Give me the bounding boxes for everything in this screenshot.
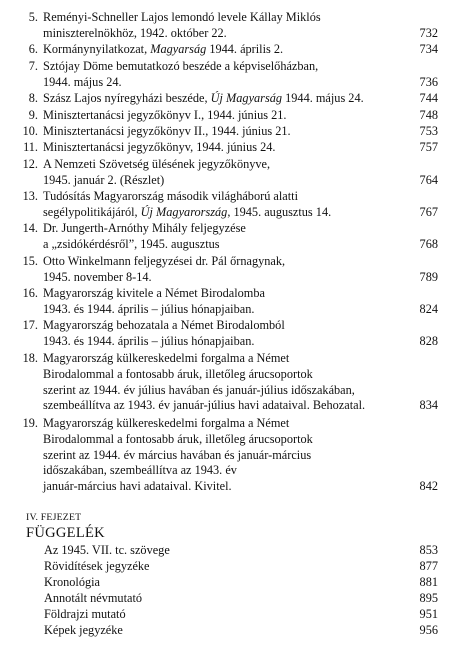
toc-entry-title-line: szerint az 1944. év március havában és január-március bbox=[43, 447, 312, 462]
toc-entry-title-line: időszakában, szembeállítva az 1943. év bbox=[43, 463, 237, 478]
toc-entry-number: 17. bbox=[22, 318, 38, 332]
toc-entry-title bbox=[43, 124, 413, 140]
appendix-entry-page-number: 956 bbox=[419, 623, 438, 637]
toc-entry-page-number: 736 bbox=[419, 74, 438, 89]
toc-entry-title-line: Minisztertanácsi jegyzőkönyv, 1944. június 24. bbox=[43, 140, 276, 154]
toc-entry-page-number: 828 bbox=[419, 333, 438, 348]
toc-entry-title-line: szembeállítva az 1943. év január-július havi adataival. Behozatal. bbox=[43, 398, 366, 413]
toc-entry-page-number: 748 bbox=[419, 108, 438, 122]
toc-entry-title-line: Birodalommal a fontosabb áruk, illetőleg árucsoportok bbox=[43, 431, 313, 446]
appendix-entry-page-number: 853 bbox=[419, 543, 438, 557]
toc-entry-title-line: Otto Winkelmann feljegyzései dr. Pál őrnagynak, bbox=[43, 254, 286, 268]
toc-entry-number: 7. bbox=[28, 59, 38, 73]
toc-entry-title-line: Birodalommal a fontosabb áruk, illetőleg árucsoportok bbox=[43, 366, 313, 381]
appendix-entry-label: Rövidítések jegyzéke bbox=[44, 559, 150, 573]
toc-entry-page-number: 744 bbox=[419, 91, 438, 105]
appendix-title: FÜGGELÉK bbox=[26, 525, 105, 541]
toc-entry-number: 11. bbox=[23, 140, 38, 154]
toc-entry-number: 8. bbox=[28, 91, 38, 105]
toc-entry-title bbox=[43, 286, 413, 318]
toc-entry-title-line: Minisztertanácsi jegyzőkönyv I., 1944. június 21. bbox=[43, 108, 287, 122]
toc-entry-number: 16. bbox=[22, 286, 38, 300]
toc-entry-title bbox=[43, 108, 413, 124]
toc-entry-title-line: Tudósítás Magyarország második világháború alatti bbox=[43, 189, 299, 203]
toc-entry-title bbox=[43, 189, 413, 221]
toc-entry-title-line: 1945. november 8-14. bbox=[43, 269, 152, 284]
appendix-entry-label: Kronológia bbox=[44, 575, 101, 589]
toc-entry-number: 10. bbox=[22, 124, 38, 138]
toc-entry-title-line: a „zsidókérdésről”, 1945. augusztus bbox=[43, 236, 220, 251]
toc-entry-number: 13. bbox=[22, 189, 38, 203]
toc-entry-number: 12. bbox=[22, 157, 38, 171]
toc-entry-title bbox=[43, 42, 413, 58]
toc-entry-number: 14. bbox=[22, 221, 38, 235]
toc-entry-page-number: 734 bbox=[419, 42, 438, 56]
toc-entry-page-number: 767 bbox=[419, 204, 438, 219]
toc-entry-page-number: 757 bbox=[419, 140, 438, 154]
toc-entry-number: 6. bbox=[28, 42, 38, 56]
appendix-entry-page-number: 951 bbox=[419, 607, 438, 621]
toc-entry-title bbox=[43, 91, 413, 107]
toc-entry-number: 15. bbox=[22, 254, 38, 268]
toc-entry-title-line: Szász Lajos nyíregyházi beszéde, Új Magyarság 1944. május 24. bbox=[43, 91, 364, 105]
toc-entry-title bbox=[43, 157, 413, 189]
toc-entry-title bbox=[43, 318, 413, 350]
toc-entry-number: 9. bbox=[28, 108, 38, 122]
toc-entry-title-line: Magyarország behozatala a Német Birodalomból bbox=[43, 318, 285, 332]
toc-entry-page-number: 842 bbox=[419, 479, 438, 494]
toc-entry-title bbox=[43, 351, 413, 414]
toc-entry-page-number: 768 bbox=[419, 236, 438, 251]
toc-entry-title-line: 1943. és 1944. április – július hónapjaiban. bbox=[43, 301, 255, 316]
toc-entry-title bbox=[43, 416, 413, 495]
toc-entry-title-line: szerint az 1944. év július havában és január-július időszakában, bbox=[43, 382, 355, 397]
toc-entry-title-line: Reményi-Schneller Lajos lemondó levele Kállay Miklós bbox=[43, 10, 321, 24]
toc-entry-page-number: 753 bbox=[419, 124, 438, 138]
toc-entry-title-line: Magyarország külkereskedelmi forgalma a Német bbox=[43, 351, 290, 365]
appendix-entry-page-number: 895 bbox=[419, 591, 438, 605]
toc-entry-title-line: Magyarország kivitele a Német Birodalomba bbox=[43, 286, 265, 300]
toc-entry-page-number: 732 bbox=[419, 25, 438, 40]
toc-entry-title-line: 1945. január 2. (Részlet) bbox=[43, 172, 165, 187]
toc-entry-number: 5. bbox=[28, 10, 38, 24]
toc-entry-title-line: miniszterelnökhöz, 1942. október 22. bbox=[43, 25, 227, 40]
toc-entry-title-line: Sztójay Döme bemutatkozó beszéde a képviselőházban, bbox=[43, 59, 319, 73]
appendix-entry-label: Földrajzi mutató bbox=[44, 607, 126, 621]
toc-entry-title bbox=[43, 140, 413, 156]
toc-entry-page-number: 764 bbox=[419, 172, 438, 187]
toc-entry-title-line: Kormánynyilatkozat, Magyarság 1944. április 2. bbox=[43, 42, 284, 56]
toc-entry-title-line: január-március havi adataival. Kivitel. bbox=[43, 479, 232, 494]
toc-entry-number: 18. bbox=[22, 351, 38, 365]
toc-entry-title-line: 1944. május 24. bbox=[43, 74, 122, 89]
appendix-entry-label: Annotált névmutató bbox=[44, 591, 143, 605]
toc-entry-title-line: A Nemzeti Szövetség ülésének jegyzőkönyve, bbox=[43, 157, 271, 171]
toc-entry-title-line: Minisztertanácsi jegyzőkönyv II., 1944. június 21. bbox=[43, 124, 291, 138]
toc-entry-number: 19. bbox=[22, 416, 38, 430]
toc-entry-title bbox=[43, 59, 413, 91]
toc-entry-title-line: 1943. és 1944. április – július hónapjaiban. bbox=[43, 333, 255, 348]
appendix-entry-label: Képek jegyzéke bbox=[44, 623, 123, 637]
toc-entry-title bbox=[43, 221, 413, 253]
toc-entry-title-line: segélypolitikájáról, Új Magyarország, 1945. augusztus 14. bbox=[43, 204, 332, 219]
appendix-entry-page-number: 881 bbox=[419, 575, 438, 589]
toc-entry-page-number: 789 bbox=[419, 269, 438, 284]
toc-entry-title bbox=[43, 10, 413, 42]
appendix-entry-page-number: 877 bbox=[419, 559, 438, 573]
toc-entry-title-line: Magyarország külkereskedelmi forgalma a Német bbox=[43, 416, 290, 430]
appendix-entry-label: Az 1945. VII. tc. szövege bbox=[44, 543, 170, 557]
toc-entry-title bbox=[43, 254, 413, 286]
toc-entry-title-line: Dr. Jungerth-Arnóthy Mihály feljegyzése bbox=[43, 221, 246, 235]
toc-entry-page-number: 824 bbox=[419, 301, 438, 316]
chapter-label: IV. FEJEZET bbox=[26, 512, 82, 523]
toc-entry-page-number: 834 bbox=[419, 398, 438, 413]
